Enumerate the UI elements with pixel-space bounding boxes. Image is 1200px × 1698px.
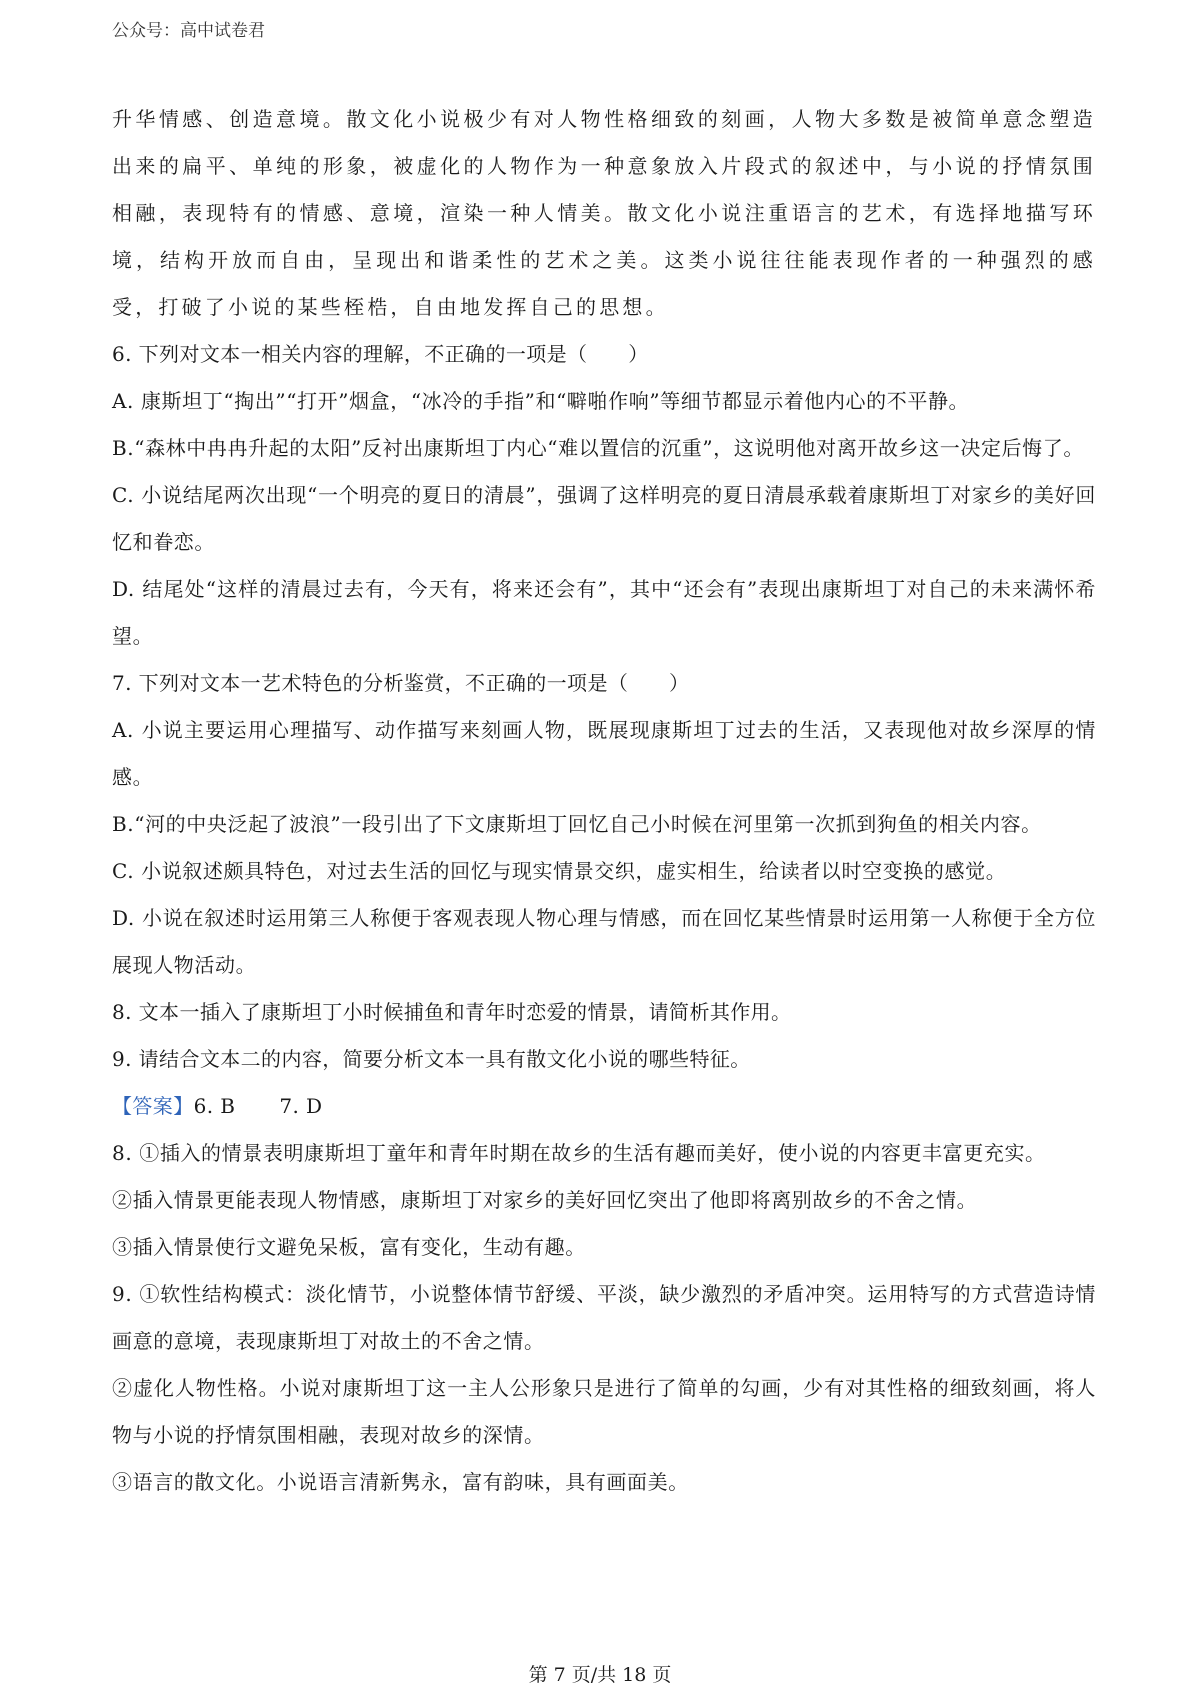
- answer-6: 6. B: [193, 1094, 236, 1118]
- question-6-option-d: D. 结尾处“这样的清晨过去有，今天有，将来还会有”，其中“还会有”表现出康斯坦丁对自己的未来满怀希望。: [112, 577, 1096, 648]
- answer-line: [112, 1083, 1096, 1130]
- answer-8-point-1: 8. ①插入的情景表明康斯坦丁童年和青年时期在故乡的生活有趣而美好，使小说的内容更丰富更充实。: [112, 1141, 1046, 1165]
- answer-7: 7. D: [279, 1094, 323, 1118]
- answer-8-point-3: ③插入情景使行文避免呆板，富有变化，生动有趣。: [112, 1235, 586, 1259]
- page-number: 第 7 页/共 18 页: [528, 1664, 672, 1686]
- question-6-option-a: A. 康斯坦丁“掏出”“打开”烟盒，“冰冷的手指”和“噼啪作响”等细节都显示着他内心的不平静。: [112, 389, 970, 413]
- question-6-option-b: B.“森林中冉冉升起的太阳”反衬出康斯坦丁内心“难以置信的沉重”，这说明他对离开故乡这一决定后悔了。: [112, 436, 1084, 460]
- question-7-option-c: C. 小说叙述颇具特色，对过去生活的回忆与现实情景交织，虚实相生，给读者以时空变换的感觉。: [112, 859, 1007, 883]
- answer-9-point-2: ②虚化人物性格。小说对康斯坦丁这一主人公形象只是进行了简单的勾画，少有对其性格的细致刻画，将人物与小说的抒情氛围相融，表现对故乡的深情。: [112, 1376, 1096, 1447]
- question-7-stem: 7. 下列对文本一艺术特色的分析鉴赏，不正确的一项是（ ）: [112, 671, 690, 695]
- answer-9-point-3: ③语言的散文化。小说语言清新隽永，富有韵味，具有画面美。: [112, 1470, 689, 1494]
- question-6-stem: 6. 下列对文本一相关内容的理解，不正确的一项是（ ）: [112, 342, 649, 366]
- question-7-option-b: B.“河的中央泛起了波浪”一段引出了下文康斯坦丁回忆自己小时候在河里第一次抓到狗鱼的相关内容。: [112, 812, 1042, 836]
- page-header: 公众号：高中试卷君: [112, 21, 265, 41]
- question-7-option-a: A. 小说主要运用心理描写、动作描写来刻画人物，既展现康斯坦丁过去的生活，又表现他对故乡深厚的情感。: [112, 718, 1096, 789]
- passage-text: 升华情感、创造意境。散文化小说极少有对人物性格细致的刻画，人物大多数是被简单意念塑造出来的扁平、单纯的形象，被虚化的人物作为一种意象放入片段式的叙述中，与小说的抒情氛围相融，表现特有的情感、意境，渲染一种人情美。散文化小说注重语言的艺术，有选择地描写环境，结构开放而自由，呈现出和谐柔性的艺术之美。这类小说往往能表现作者的一种强烈的感受，打破了小说的某些桎梏，自由地发挥自己的思想。: [112, 107, 1096, 319]
- question-9-stem: 9. 请结合文本二的内容，简要分析文本一具有散文化小说的哪些特征。: [112, 1047, 751, 1071]
- question-7-option-d: D. 小说在叙述时运用第三人称便于客观表现人物心理与情感，而在回忆某些情景时运用第一人称便于全方位展现人物活动。: [112, 906, 1096, 977]
- answer-8-point-2: ②插入情景更能表现人物情感，康斯坦丁对家乡的美好回忆突出了他即将离别故乡的不舍之情。: [112, 1188, 978, 1212]
- question-6-option-c: C. 小说结尾两次出现“一个明亮的夏日的清晨”，强调了这样明亮的夏日清晨承载着康斯坦丁对家乡的美好回忆和眷恋。: [112, 483, 1096, 554]
- answer-9-point-1: 9. ①软性结构模式：淡化情节，小说整体情节舒缓、平淡，缺少激烈的矛盾冲突。运用特写的方式营造诗情画意的意境，表现康斯坦丁对故土的不舍之情。: [112, 1282, 1096, 1353]
- question-8-stem: 8. 文本一插入了康斯坦丁小时候捕鱼和青年时恋爱的情景，请简析其作用。: [112, 1000, 792, 1024]
- page-content: [112, 96, 1096, 1506]
- answer-label: 【答案】: [112, 1094, 194, 1118]
